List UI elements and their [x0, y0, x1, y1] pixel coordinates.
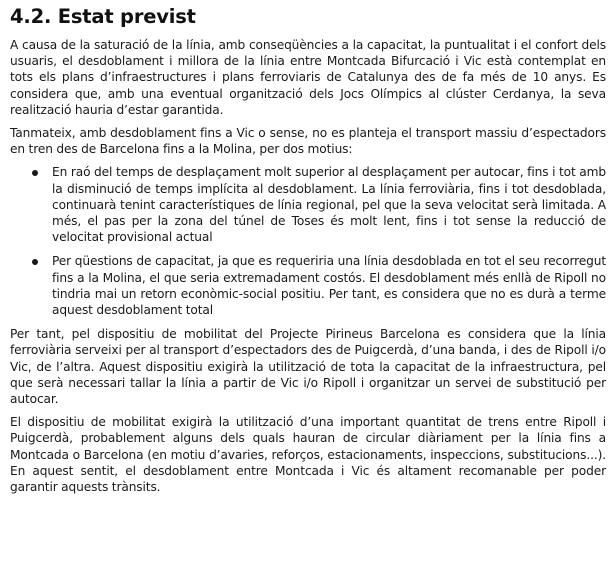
- list-item: [10, 164, 606, 245]
- list-item-text: Per qüestions de capacitat, ja que es requeriria una línia desdoblada en tot el seu recorregut fins a la Molina, el que seria extremadament costós. El desdoblament més enllà de Ripoll no tindria mai un retorn econòmic-social positiu. Per tant, es considera que no es durà a terme aquest desdoblament total: [52, 254, 606, 318]
- paragraph-4: El dispositiu de mobilitat exigirà la utilització d’una important quantitat de trens entre Ripoll i Puigcerdà, probablement alguns dels quals hauran de circular diàriament per la línia fins a Montcada o Barcelona (en motiu d’avaries, reforços, estacionaments, inspeccions, substitucions...). En aquest sentit, el desdoblament entre Montcada i Vic és altament recomanable per poder garantir aquests trànsits.: [10, 415, 606, 495]
- list-item: [10, 253, 606, 318]
- bullet-icon: [32, 259, 38, 265]
- bullet-icon: [32, 170, 38, 176]
- paragraph-3: Per tant, pel dispositiu de mobilitat del Projecte Pirineus Barcelona es considera que la línia ferroviària serveixi per al transport d’espectadors des de Puigcerdà, d’una banda, i des de Ripoll i/o Vic, de l’altra. Aquest dispositiu exigirà la utilització de tota la capacitat de la infraestructura, pel que serà necessari tallar la línia a partir de Vic i/o Ripoll i organitzar un servei de substitució per autocar.: [10, 327, 606, 407]
- paragraph-1: A causa de la saturació de la línia, amb conseqüències a la capacitat, la puntualitat i el confort dels usuaris, el desdoblament i millora de la línia entre Montcada Bifurcació i Vic està contemplat en tots els plans d’infraestructures i plans ferroviaris de Catalunya des de fa més de 10 anys. Es considera que, amb una eventual organització dels Jocs Olímpics al clúster Cerdanya, la seva realització hauria d’estar garantida.: [10, 38, 606, 117]
- reasons-list: [10, 164, 606, 318]
- list-item-text: En raó del temps de desplaçament molt superior al desplaçament per autocar, fins i tot amb la disminució de temps implícita al desdoblament. La línia ferroviària, fins i tot desdoblada, continuarà tenint característiques de línia regional, pel que la seva velocitat serà limitada. A més, el pas per la zona del túnel de Toses és molt lent, fins i tot sense la reducció de velocitat provisional actual: [52, 165, 606, 245]
- paragraph-2: Tanmateix, amb desdoblament fins a Vic o sense, no es planteja el transport massiu d’espectadors en tren des de Barcelona fins a la Molina, per dos motius:: [10, 126, 606, 157]
- section-heading: 4.2. Estat previst: [10, 5, 196, 28]
